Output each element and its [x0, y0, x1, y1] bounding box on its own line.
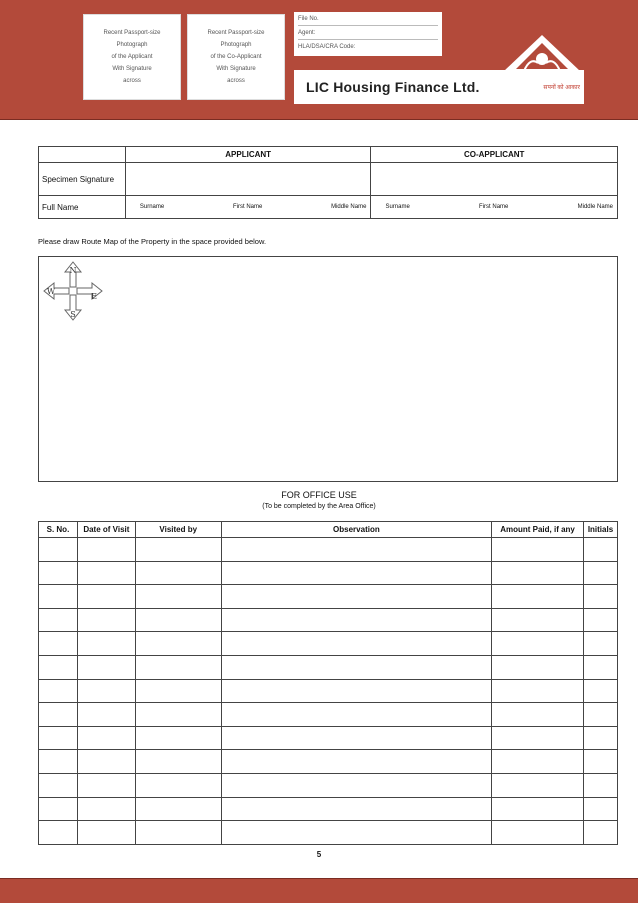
table-cell[interactable] — [135, 750, 221, 774]
table-cell[interactable] — [583, 797, 617, 821]
table-cell[interactable] — [583, 585, 617, 609]
first-name-label: First Name — [232, 204, 263, 210]
table-cell[interactable] — [583, 608, 617, 632]
photo-line: of the Co-Applicant — [210, 54, 262, 60]
empty-header-cell — [39, 147, 126, 163]
table-row — [39, 703, 618, 727]
compass-icon — [41, 259, 105, 323]
table-cell[interactable] — [39, 679, 78, 703]
table-cell[interactable] — [77, 561, 135, 585]
table-cell[interactable] — [583, 750, 617, 774]
table-cell[interactable] — [221, 750, 491, 774]
photo-line: With Signature — [216, 66, 256, 72]
photo-line: Recent Passport-size — [207, 30, 265, 36]
table-cell[interactable] — [135, 821, 221, 845]
specimen-signature-label: Specimen Signature — [39, 163, 126, 196]
table-cell[interactable] — [135, 773, 221, 797]
table-cell[interactable] — [39, 821, 78, 845]
table-cell[interactable] — [77, 773, 135, 797]
table-cell[interactable] — [583, 561, 617, 585]
photo-line: Photograph — [116, 42, 148, 48]
table-cell[interactable] — [135, 655, 221, 679]
page-number: 5 — [316, 850, 322, 859]
footer-band — [0, 878, 638, 903]
table-cell[interactable] — [77, 750, 135, 774]
photo-line: With Signature — [112, 66, 152, 72]
table-cell[interactable] — [492, 750, 584, 774]
table-row — [39, 585, 618, 609]
table-cell[interactable] — [39, 750, 78, 774]
company-logo-bar — [294, 70, 584, 104]
office-use-table — [38, 521, 618, 845]
table-cell[interactable] — [221, 797, 491, 821]
table-cell[interactable] — [39, 655, 78, 679]
table-cell[interactable] — [135, 797, 221, 821]
office-use-title: FOR OFFICE USE — [281, 490, 357, 500]
col-visited-by: Visited by — [135, 522, 221, 538]
table-cell[interactable] — [77, 655, 135, 679]
company-tagline: सपनों को आकार — [543, 85, 580, 91]
table-cell[interactable] — [492, 797, 584, 821]
table-row — [39, 797, 618, 821]
photo-line: across — [227, 78, 245, 84]
table-cell[interactable] — [492, 632, 584, 656]
table-cell[interactable] — [583, 538, 617, 562]
middle-name-label: Middle Name — [331, 204, 367, 210]
col-initials: Initials — [583, 522, 617, 538]
table-cell[interactable] — [77, 679, 135, 703]
compass-east: E — [91, 292, 97, 301]
table-cell[interactable] — [39, 561, 78, 585]
signature-table — [38, 146, 618, 219]
photo-box-applicant — [83, 14, 181, 100]
table-cell[interactable] — [39, 632, 78, 656]
coapplicant-name-cell[interactable] — [371, 196, 618, 219]
table-cell[interactable] — [135, 608, 221, 632]
photo-line: across — [123, 78, 141, 84]
file-info-box — [294, 12, 442, 56]
table-cell[interactable] — [77, 703, 135, 727]
file-no-field[interactable]: File No. — [298, 14, 438, 26]
table-cell[interactable] — [583, 679, 617, 703]
table-cell[interactable] — [77, 632, 135, 656]
table-row — [39, 773, 618, 797]
table-cell[interactable] — [77, 726, 135, 750]
table-cell[interactable] — [135, 632, 221, 656]
table-cell[interactable] — [77, 821, 135, 845]
table-cell[interactable] — [39, 538, 78, 562]
table-cell[interactable] — [492, 821, 584, 845]
table-cell[interactable] — [492, 538, 584, 562]
table-cell[interactable] — [492, 585, 584, 609]
middle-name-label: Middle Name — [577, 204, 613, 210]
compass-north: N — [69, 266, 77, 275]
table-cell[interactable] — [221, 608, 491, 632]
surname-label: Surname — [139, 204, 165, 210]
table-cell[interactable] — [221, 632, 491, 656]
header-band — [0, 0, 638, 120]
table-cell[interactable] — [492, 655, 584, 679]
photo-line: Recent Passport-size — [103, 30, 161, 36]
table-cell[interactable] — [492, 561, 584, 585]
table-cell[interactable] — [39, 773, 78, 797]
route-map-instruction: Please draw Route Map of the Property in the space provided below. — [38, 237, 267, 246]
table-cell[interactable] — [221, 726, 491, 750]
agent-field[interactable]: Agent: — [298, 28, 438, 40]
table-cell[interactable] — [583, 655, 617, 679]
table-cell[interactable] — [39, 726, 78, 750]
table-row — [39, 821, 618, 845]
office-use-subtitle: (To be completed by the Area Office) — [262, 503, 376, 510]
table-cell[interactable] — [39, 585, 78, 609]
table-row — [39, 750, 618, 774]
table-cell[interactable] — [492, 773, 584, 797]
table-row — [39, 608, 618, 632]
table-cell[interactable] — [77, 797, 135, 821]
photo-box-coapplicant — [187, 14, 285, 100]
table-row — [39, 538, 618, 562]
table-cell[interactable] — [221, 679, 491, 703]
table-cell[interactable] — [492, 608, 584, 632]
applicant-name-cell[interactable] — [125, 196, 371, 219]
photo-line: Photograph — [220, 42, 252, 48]
table-cell[interactable] — [135, 561, 221, 585]
table-cell[interactable] — [221, 655, 491, 679]
table-row — [39, 632, 618, 656]
applicant-signature-cell[interactable] — [125, 163, 371, 196]
hla-code-field[interactable]: HLA/DSA/CRA Code: — [298, 44, 356, 50]
table-cell[interactable] — [221, 585, 491, 609]
col-observation: Observation — [221, 522, 491, 538]
table-cell[interactable] — [583, 821, 617, 845]
table-cell[interactable] — [135, 585, 221, 609]
col-sno: S. No. — [39, 522, 78, 538]
table-cell[interactable] — [221, 538, 491, 562]
table-cell[interactable] — [135, 679, 221, 703]
table-cell[interactable] — [583, 773, 617, 797]
table-cell[interactable] — [583, 703, 617, 727]
table-cell[interactable] — [492, 679, 584, 703]
table-cell[interactable] — [77, 538, 135, 562]
house-logo-icon — [502, 33, 582, 73]
table-cell[interactable] — [492, 726, 584, 750]
table-cell[interactable] — [39, 797, 78, 821]
table-cell[interactable] — [77, 585, 135, 609]
table-cell[interactable] — [221, 773, 491, 797]
first-name-label: First Name — [479, 204, 509, 210]
route-map-area[interactable] — [38, 256, 618, 482]
table-cell[interactable] — [221, 561, 491, 585]
table-cell[interactable] — [583, 632, 617, 656]
table-cell[interactable] — [39, 608, 78, 632]
table-cell[interactable] — [135, 726, 221, 750]
full-name-label: Full Name — [39, 196, 126, 219]
table-row — [39, 561, 618, 585]
compass-south: S — [70, 310, 76, 319]
table-cell[interactable] — [492, 703, 584, 727]
col-date-of-visit: Date of Visit — [77, 522, 135, 538]
table-row — [39, 655, 618, 679]
table-cell[interactable] — [135, 538, 221, 562]
surname-label: Surname — [385, 204, 410, 210]
table-cell[interactable] — [39, 703, 78, 727]
table-row — [39, 726, 618, 750]
office-table-body — [39, 538, 618, 845]
applicant-header: APPLICANT — [125, 147, 371, 163]
table-cell[interactable] — [221, 821, 491, 845]
company-name: LIC Housing Finance Ltd. — [306, 79, 480, 95]
coapplicant-signature-cell[interactable] — [371, 163, 618, 196]
compass-west: W — [46, 287, 56, 296]
coapplicant-header: CO-APPLICANT — [371, 147, 618, 163]
photo-line: of the Applicant — [111, 54, 153, 60]
table-cell[interactable] — [221, 703, 491, 727]
table-cell[interactable] — [77, 608, 135, 632]
table-cell[interactable] — [135, 703, 221, 727]
table-row — [39, 679, 618, 703]
col-amount-paid: Amount Paid, if any — [492, 522, 584, 538]
table-cell[interactable] — [583, 726, 617, 750]
